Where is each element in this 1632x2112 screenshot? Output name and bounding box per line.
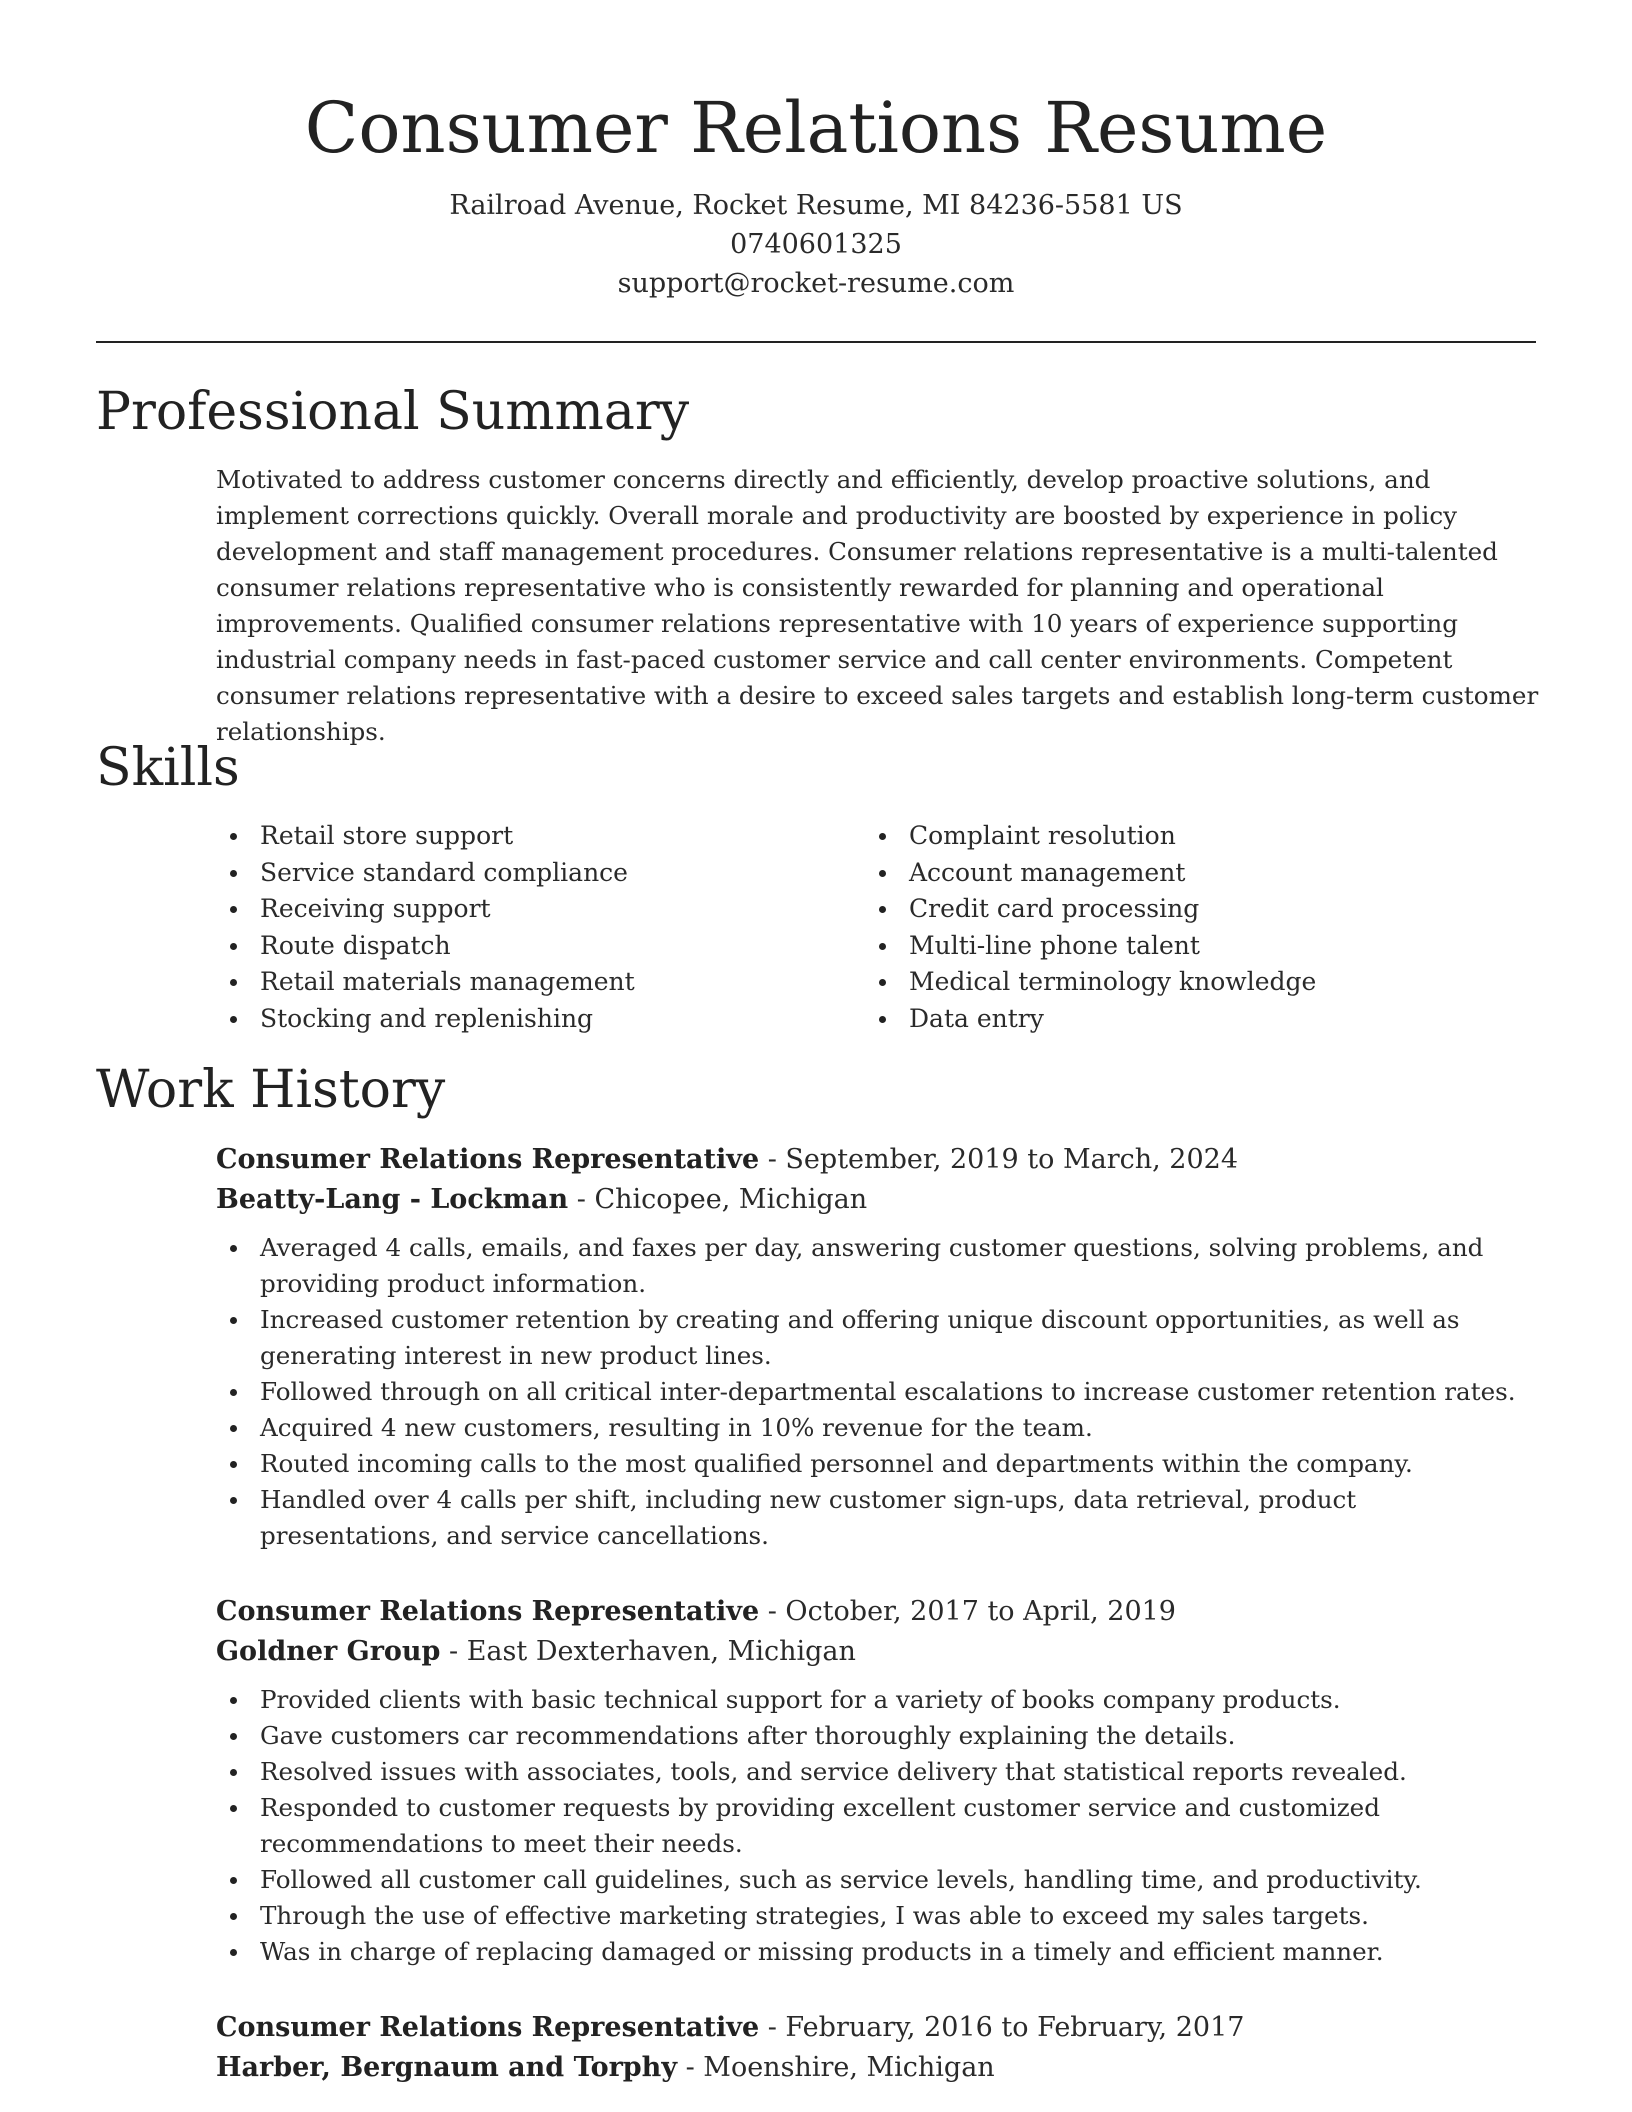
job-title-line: [216, 1592, 1541, 1632]
job-bullet: Averaged 4 calls, emails, and faxes per day, answering customer questions, solving problems, and providing product information.: [216, 1230, 1541, 1302]
skill-item: Account management: [865, 855, 1316, 892]
skill-item: Multi-line phone talent: [865, 928, 1316, 965]
contact-block: [0, 186, 1632, 303]
job-title: Consumer Relations Representative: [216, 1144, 760, 1175]
job-company: Harber, Bergnaum and Torphy: [216, 2052, 678, 2083]
skills-list-right: [865, 818, 1316, 1037]
job-bullet: Followed all customer call guidelines, such as service levels, handling time, and productivity.: [216, 1862, 1541, 1898]
job-title-line: [216, 1140, 1541, 1180]
skill-item: Receiving support: [216, 891, 635, 928]
resume-header: [0, 0, 1632, 303]
skill-item: Service standard compliance: [216, 855, 635, 892]
skill-item: Stocking and replenishing: [216, 1001, 635, 1038]
work-history-heading: Work History: [96, 1060, 446, 1120]
job-entry: [216, 1140, 1541, 1554]
skill-item: Retail materials management: [216, 964, 635, 1001]
contact-address: Railroad Avenue, Rocket Resume, MI 84236-5581 US: [449, 190, 1183, 221]
job-bullet: Increased customer retention by creating and offering unique discount opportunities, as well as generating interest in new product lines.: [216, 1302, 1541, 1374]
job-title: Consumer Relations Representative: [216, 1596, 760, 1627]
job-entry: [216, 1592, 1541, 1970]
job-bullet: Resolved issues with associates, tools, and service delivery that statistical reports revealed.: [216, 1754, 1541, 1790]
skill-item: Complaint resolution: [865, 818, 1316, 855]
job-bullets: [216, 1682, 1541, 1970]
job-company: Goldner Group: [216, 1636, 441, 1667]
skills-list-left: [216, 818, 635, 1037]
job-dates: - October, 2017 to April, 2019: [759, 1596, 1176, 1627]
skill-item: Medical terminology knowledge: [865, 964, 1316, 1001]
job-bullet: Routed incoming calls to the most qualified personnel and departments within the company.: [216, 1446, 1541, 1482]
job-bullet: Gave customers car recommendations after thoroughly explaining the details.: [216, 1718, 1541, 1754]
job-entry: [216, 2008, 1541, 2088]
contact-email: support@rocket-resume.com: [617, 268, 1015, 299]
job-title-line: [216, 2008, 1541, 2048]
job-company-line: [216, 2048, 1541, 2088]
skill-item: Retail store support: [216, 818, 635, 855]
resume-title: Consumer Relations Resume: [304, 87, 1328, 169]
job-title: Consumer Relations Representative: [216, 2012, 760, 2043]
contact-phone: 0740601325: [730, 229, 902, 260]
job-company-line: [216, 1180, 1541, 1220]
job-dates: - September, 2019 to March, 2024: [759, 1144, 1239, 1175]
summary-heading: Professional Summary: [96, 382, 690, 442]
summary-text: Motivated to address customer concerns directly and efficiently, develop proactive solutions, and implement corrections quickly. Overall morale and productivity are boosted by experience in policy development and staff management procedures. Consumer relations representative is a multi-talented consumer relations representative who is consistently rewarded for planning and operational improvements. Qualified consumer relations representative with 10 years of experience supporting industrial company needs in fast-paced customer service and call center environments. Competent consumer relations representative with a desire to exceed sales targets and establish long-term customer relationships.: [216, 465, 1539, 746]
job-bullet: Provided clients with basic technical support for a variety of books company products.: [216, 1682, 1541, 1718]
job-bullet: Handled over 4 calls per shift, including new customer sign-ups, data retrieval, product presentations, and service cancellations.: [216, 1482, 1541, 1554]
job-dates: - February, 2016 to February, 2017: [759, 2012, 1245, 2043]
job-bullet: Acquired 4 new customers, resulting in 10% revenue for the team.: [216, 1410, 1541, 1446]
skill-item: Credit card processing: [865, 891, 1316, 928]
job-bullet: Responded to customer requests by providing excellent customer service and customized recommendations to meet their needs.: [216, 1790, 1541, 1862]
job-location: - Moenshire, Michigan: [677, 2052, 995, 2083]
job-bullet: Was in charge of replacing damaged or missing products in a timely and efficient manner.: [216, 1934, 1541, 1970]
header-divider: [96, 341, 1536, 343]
job-bullet: Followed through on all critical inter-departmental escalations to increase customer retention rates.: [216, 1374, 1541, 1410]
skill-item: Route dispatch: [216, 928, 635, 965]
skill-item: Data entry: [865, 1001, 1316, 1038]
job-bullet: Through the use of effective marketing strategies, I was able to exceed my sales targets.: [216, 1898, 1541, 1934]
skills-heading: Skills: [96, 738, 240, 798]
job-location: - Chicopee, Michigan: [568, 1184, 868, 1215]
job-company-line: [216, 1632, 1541, 1672]
job-company: Beatty-Lang - Lockman: [216, 1184, 569, 1215]
job-location: - East Dexterhaven, Michigan: [440, 1636, 856, 1667]
job-bullets: [216, 1230, 1541, 1554]
